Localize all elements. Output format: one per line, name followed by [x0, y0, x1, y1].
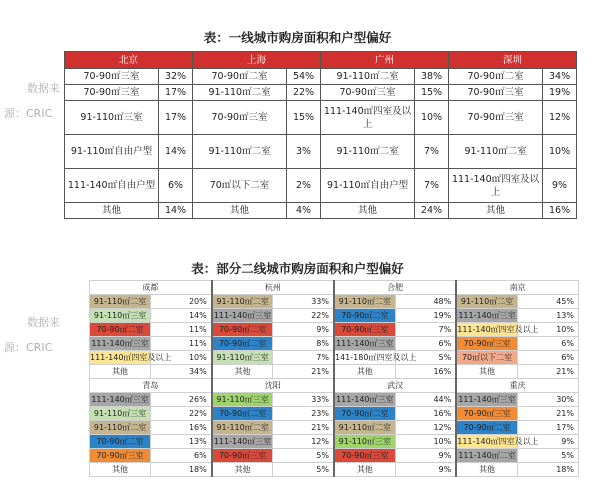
table2-layout-cell: 其他	[334, 365, 395, 379]
table2-layout-cell: 111-140㎡三室	[456, 309, 517, 323]
table1-layout-cell: 91-110㎡二室	[321, 69, 415, 85]
table2-percent-cell: 8%	[273, 337, 334, 351]
table2-percent-cell: 10%	[395, 435, 456, 449]
table2-percent-cell: 6%	[517, 351, 578, 365]
table1-layout-cell: 70-90㎡三室	[193, 101, 287, 135]
table1-percent-cell: 17%	[159, 85, 193, 101]
table2	[89, 280, 579, 477]
table2-layout-cell: 其他	[90, 463, 151, 477]
table2-source-line2: 源：CRIC	[4, 341, 53, 354]
table2-percent-cell: 18%	[517, 463, 578, 477]
table2-percent-cell: 5%	[273, 449, 334, 463]
table2-layout-cell: 70㎡以下二室	[456, 351, 517, 365]
table2-percent-cell: 23%	[273, 407, 334, 421]
table2-city-header: 杭州	[212, 281, 334, 295]
table1-layout-cell: 91-110㎡二室	[193, 85, 287, 101]
table1-percent-cell: 9%	[543, 169, 577, 203]
table2-percent-cell: 16%	[395, 365, 456, 379]
table2-layout-cell: 91-110㎡二室	[212, 421, 273, 435]
table2-row	[90, 463, 579, 477]
table2-header-row	[90, 281, 579, 295]
table2-row	[90, 365, 579, 379]
table1-layout-cell: 70-90㎡二室	[449, 69, 543, 85]
table2-title: 表：部分二线城市购房面积和户型偏好	[191, 261, 404, 276]
table2-layout-cell: 70-90㎡二室	[90, 323, 151, 337]
table1-city-header: 上海	[193, 52, 321, 69]
table2-layout-cell: 111-140㎡三室	[212, 435, 273, 449]
table2-percent-cell: 16%	[151, 421, 212, 435]
table2-percent-cell: 6%	[395, 337, 456, 351]
table1-layout-cell: 70-90㎡三室	[65, 69, 159, 85]
table1-layout-cell: 91-110㎡三室	[65, 101, 159, 135]
table1-layout-cell: 91-110㎡自由户型	[321, 169, 415, 203]
table2-percent-cell: 5%	[517, 449, 578, 463]
table2-percent-cell: 5%	[273, 463, 334, 477]
table2-percent-cell: 7%	[273, 351, 334, 365]
table1-row	[65, 169, 577, 203]
table2-source-line1: 数据来	[27, 316, 60, 329]
table2-layout-cell: 91-110㎡二室	[90, 295, 151, 309]
table2-row	[90, 449, 579, 463]
table2-percent-cell: 9%	[517, 435, 578, 449]
table2-percent-cell: 48%	[395, 295, 456, 309]
table1-percent-cell: 54%	[287, 69, 321, 85]
table1-layout-cell: 91-110㎡二室	[449, 135, 543, 169]
table2-layout-cell: 70-90㎡二室	[212, 323, 273, 337]
table2-layout-cell: 70-90㎡三室	[90, 449, 151, 463]
table2-percent-cell: 21%	[273, 365, 334, 379]
table2-percent-cell: 12%	[273, 435, 334, 449]
table1-percent-cell: 10%	[543, 135, 577, 169]
table1-layout-cell: 91-110㎡自由户型	[65, 135, 159, 169]
table2-layout-cell: 70-90㎡二室	[456, 421, 517, 435]
table2-percent-cell: 33%	[273, 295, 334, 309]
table2-row	[90, 393, 579, 407]
table2-layout-cell: 111-140㎡四室及以上	[90, 351, 151, 365]
table2-percent-cell: 13%	[517, 309, 578, 323]
table2-layout-cell: 111-140㎡四室及以上	[456, 323, 517, 337]
table1-percent-cell: 6%	[159, 169, 193, 203]
table1-layout-cell: 111-140㎡四室及以上	[449, 169, 543, 203]
table2-layout-cell: 111-140㎡三室	[90, 393, 151, 407]
table1-row	[65, 85, 577, 101]
table2-percent-cell: 18%	[151, 463, 212, 477]
table1-percent-cell: 3%	[287, 135, 321, 169]
table1-layout-cell: 70㎡以下二室	[193, 169, 287, 203]
table1-percent-cell: 15%	[287, 101, 321, 135]
table2-layout-cell: 91-110㎡三室	[212, 393, 273, 407]
table2-layout-cell: 70-90㎡二室	[334, 407, 395, 421]
table2-layout-cell: 91-110㎡三室	[90, 407, 151, 421]
table1-layout-cell: 其他	[65, 203, 159, 219]
table1-layout-cell: 其他	[449, 203, 543, 219]
table2-row	[90, 337, 579, 351]
table2-percent-cell: 11%	[151, 323, 212, 337]
table2-layout-cell: 其他	[90, 365, 151, 379]
table2-percent-cell: 21%	[517, 407, 578, 421]
table2-layout-cell: 91-110㎡二室	[334, 295, 395, 309]
table2-layout-cell: 91-110㎡二室	[456, 295, 517, 309]
table2-layout-cell: 91-110㎡二室	[212, 295, 273, 309]
table2-layout-cell: 其他	[456, 463, 517, 477]
table2-layout-cell: 其他	[212, 463, 273, 477]
table1-layout-cell: 91-110㎡二室	[193, 135, 287, 169]
table2-row	[90, 421, 579, 435]
table2-layout-cell: 其他	[334, 463, 395, 477]
table2-percent-cell: 22%	[273, 309, 334, 323]
table2-layout-cell: 111-140㎡三室	[334, 393, 395, 407]
table1-percent-cell: 10%	[415, 101, 449, 135]
table1-percent-cell: 7%	[415, 135, 449, 169]
table2-layout-cell: 141-180㎡四室及以上	[334, 351, 395, 365]
table1-city-header: 广州	[321, 52, 449, 69]
table2-percent-cell: 16%	[395, 407, 456, 421]
table2-layout-cell: 70-90㎡三室	[456, 337, 517, 351]
table1-layout-cell: 111-140㎡四室及以上	[321, 101, 415, 135]
table2-city-header: 沈阳	[212, 379, 334, 393]
table2-percent-cell: 22%	[151, 407, 212, 421]
table1-percent-cell: 15%	[415, 85, 449, 101]
table2-row	[90, 323, 579, 337]
table2-percent-cell: 7%	[395, 323, 456, 337]
table2-percent-cell: 9%	[273, 323, 334, 337]
table2-percent-cell: 34%	[151, 365, 212, 379]
table2-layout-cell: 111-140㎡三室	[334, 337, 395, 351]
table2-percent-cell: 45%	[517, 295, 578, 309]
table2-city-header: 武汉	[334, 379, 456, 393]
table2-percent-cell: 14%	[151, 309, 212, 323]
table2-percent-cell: 19%	[395, 309, 456, 323]
table2-row	[90, 435, 579, 449]
table2-percent-cell: 9%	[395, 449, 456, 463]
table2-layout-cell: 111-140㎡三室	[90, 337, 151, 351]
table2-layout-cell: 70-90㎡三室	[456, 407, 517, 421]
table2-layout-cell: 70-90㎡二室	[334, 309, 395, 323]
table2-layout-cell: 70-90㎡二室	[90, 435, 151, 449]
table2-row	[90, 309, 579, 323]
table2-layout-cell: 91-110㎡二室	[90, 421, 151, 435]
table1-layout-cell: 70-90㎡三室	[65, 85, 159, 101]
table1-percent-cell: 14%	[159, 203, 193, 219]
table2-layout-cell: 111-140㎡二室	[456, 449, 517, 463]
table1-percent-cell: 7%	[415, 169, 449, 203]
table1-source-line2: 源：CRIC	[4, 107, 53, 120]
table1-layout-cell: 70-90㎡二室	[193, 69, 287, 85]
table1-percent-cell: 38%	[415, 69, 449, 85]
table2-percent-cell: 10%	[151, 351, 212, 365]
table1-layout-cell: 111-140㎡自由户型	[65, 169, 159, 203]
table2-row	[90, 295, 579, 309]
table2-layout-cell: 70-90㎡三室	[334, 323, 395, 337]
table2-layout-cell: 91-110㎡三室	[212, 351, 273, 365]
table1-percent-cell: 14%	[159, 135, 193, 169]
table1-city-header: 深圳	[449, 52, 577, 69]
table2-percent-cell: 11%	[151, 337, 212, 351]
table2-layout-cell: 其他	[456, 365, 517, 379]
table2-city-header: 青岛	[90, 379, 212, 393]
table2-percent-cell: 17%	[517, 421, 578, 435]
table2-percent-cell: 13%	[151, 435, 212, 449]
table2-percent-cell: 6%	[151, 449, 212, 463]
table2-percent-cell: 21%	[517, 365, 578, 379]
table2-layout-cell: 91-110㎡三室	[90, 309, 151, 323]
table1-row	[65, 101, 577, 135]
table1-percent-cell: 4%	[287, 203, 321, 219]
table1-title: 表：一线城市购房面积和户型偏好	[203, 30, 392, 45]
table2-layout-cell: 其他	[212, 365, 273, 379]
table2-city-header: 合肥	[334, 281, 456, 295]
table1-row	[65, 135, 577, 169]
table2-city-header: 重庆	[456, 379, 578, 393]
table1-percent-cell: 22%	[287, 85, 321, 101]
table1-percent-cell: 32%	[159, 69, 193, 85]
table2-layout-cell: 70-90㎡二室	[212, 407, 273, 421]
table2-layout-cell: 91-110㎡二室	[334, 421, 395, 435]
table2-percent-cell: 20%	[151, 295, 212, 309]
table2-percent-cell: 33%	[273, 393, 334, 407]
table2-row	[90, 351, 579, 365]
table2-layout-cell: 70-90㎡三室	[212, 449, 273, 463]
table2-row	[90, 407, 579, 421]
table2-layout-cell: 111-140㎡三室	[212, 309, 273, 323]
table1-percent-cell: 2%	[287, 169, 321, 203]
table2-percent-cell: 44%	[395, 393, 456, 407]
table2-layout-cell: 91-110㎡三室	[334, 435, 395, 449]
table1-layout-cell: 91-110㎡二室	[321, 135, 415, 169]
table1-layout-cell: 其他	[321, 203, 415, 219]
table2-layout-cell: 70-90㎡二室	[212, 337, 273, 351]
table2-layout-cell: 111-140㎡三室	[456, 393, 517, 407]
table1-row	[65, 69, 577, 85]
table2-percent-cell: 12%	[395, 421, 456, 435]
table1-source-line1: 数据来	[27, 82, 60, 95]
table1-percent-cell: 34%	[543, 69, 577, 85]
table2-percent-cell: 30%	[517, 393, 578, 407]
table1-percent-cell: 12%	[543, 101, 577, 135]
table1-row	[65, 203, 577, 219]
table2-percent-cell: 10%	[517, 323, 578, 337]
table2-city-header: 南京	[456, 281, 578, 295]
table1-header-row	[65, 52, 577, 69]
table1-percent-cell: 24%	[415, 203, 449, 219]
table2-percent-cell: 6%	[517, 337, 578, 351]
table1-layout-cell: 其他	[193, 203, 287, 219]
table2-city-header: 成都	[90, 281, 212, 295]
table2-layout-cell: 111-140㎡四室及以上	[456, 435, 517, 449]
table1-percent-cell: 19%	[543, 85, 577, 101]
table1-percent-cell: 16%	[543, 203, 577, 219]
table1-layout-cell: 70-90㎡三室	[449, 101, 543, 135]
table2-percent-cell: 26%	[151, 393, 212, 407]
table2-percent-cell: 5%	[395, 351, 456, 365]
table2-header-row	[90, 379, 579, 393]
table1-layout-cell: 70-90㎡三室	[449, 85, 543, 101]
table1-percent-cell: 17%	[159, 101, 193, 135]
table1-city-header: 北京	[65, 52, 193, 69]
table2-percent-cell: 21%	[273, 421, 334, 435]
table2-layout-cell: 70-90㎡三室	[334, 449, 395, 463]
table2-percent-cell: 9%	[395, 463, 456, 477]
table1	[64, 51, 577, 219]
table1-layout-cell: 70-90㎡三室	[321, 85, 415, 101]
